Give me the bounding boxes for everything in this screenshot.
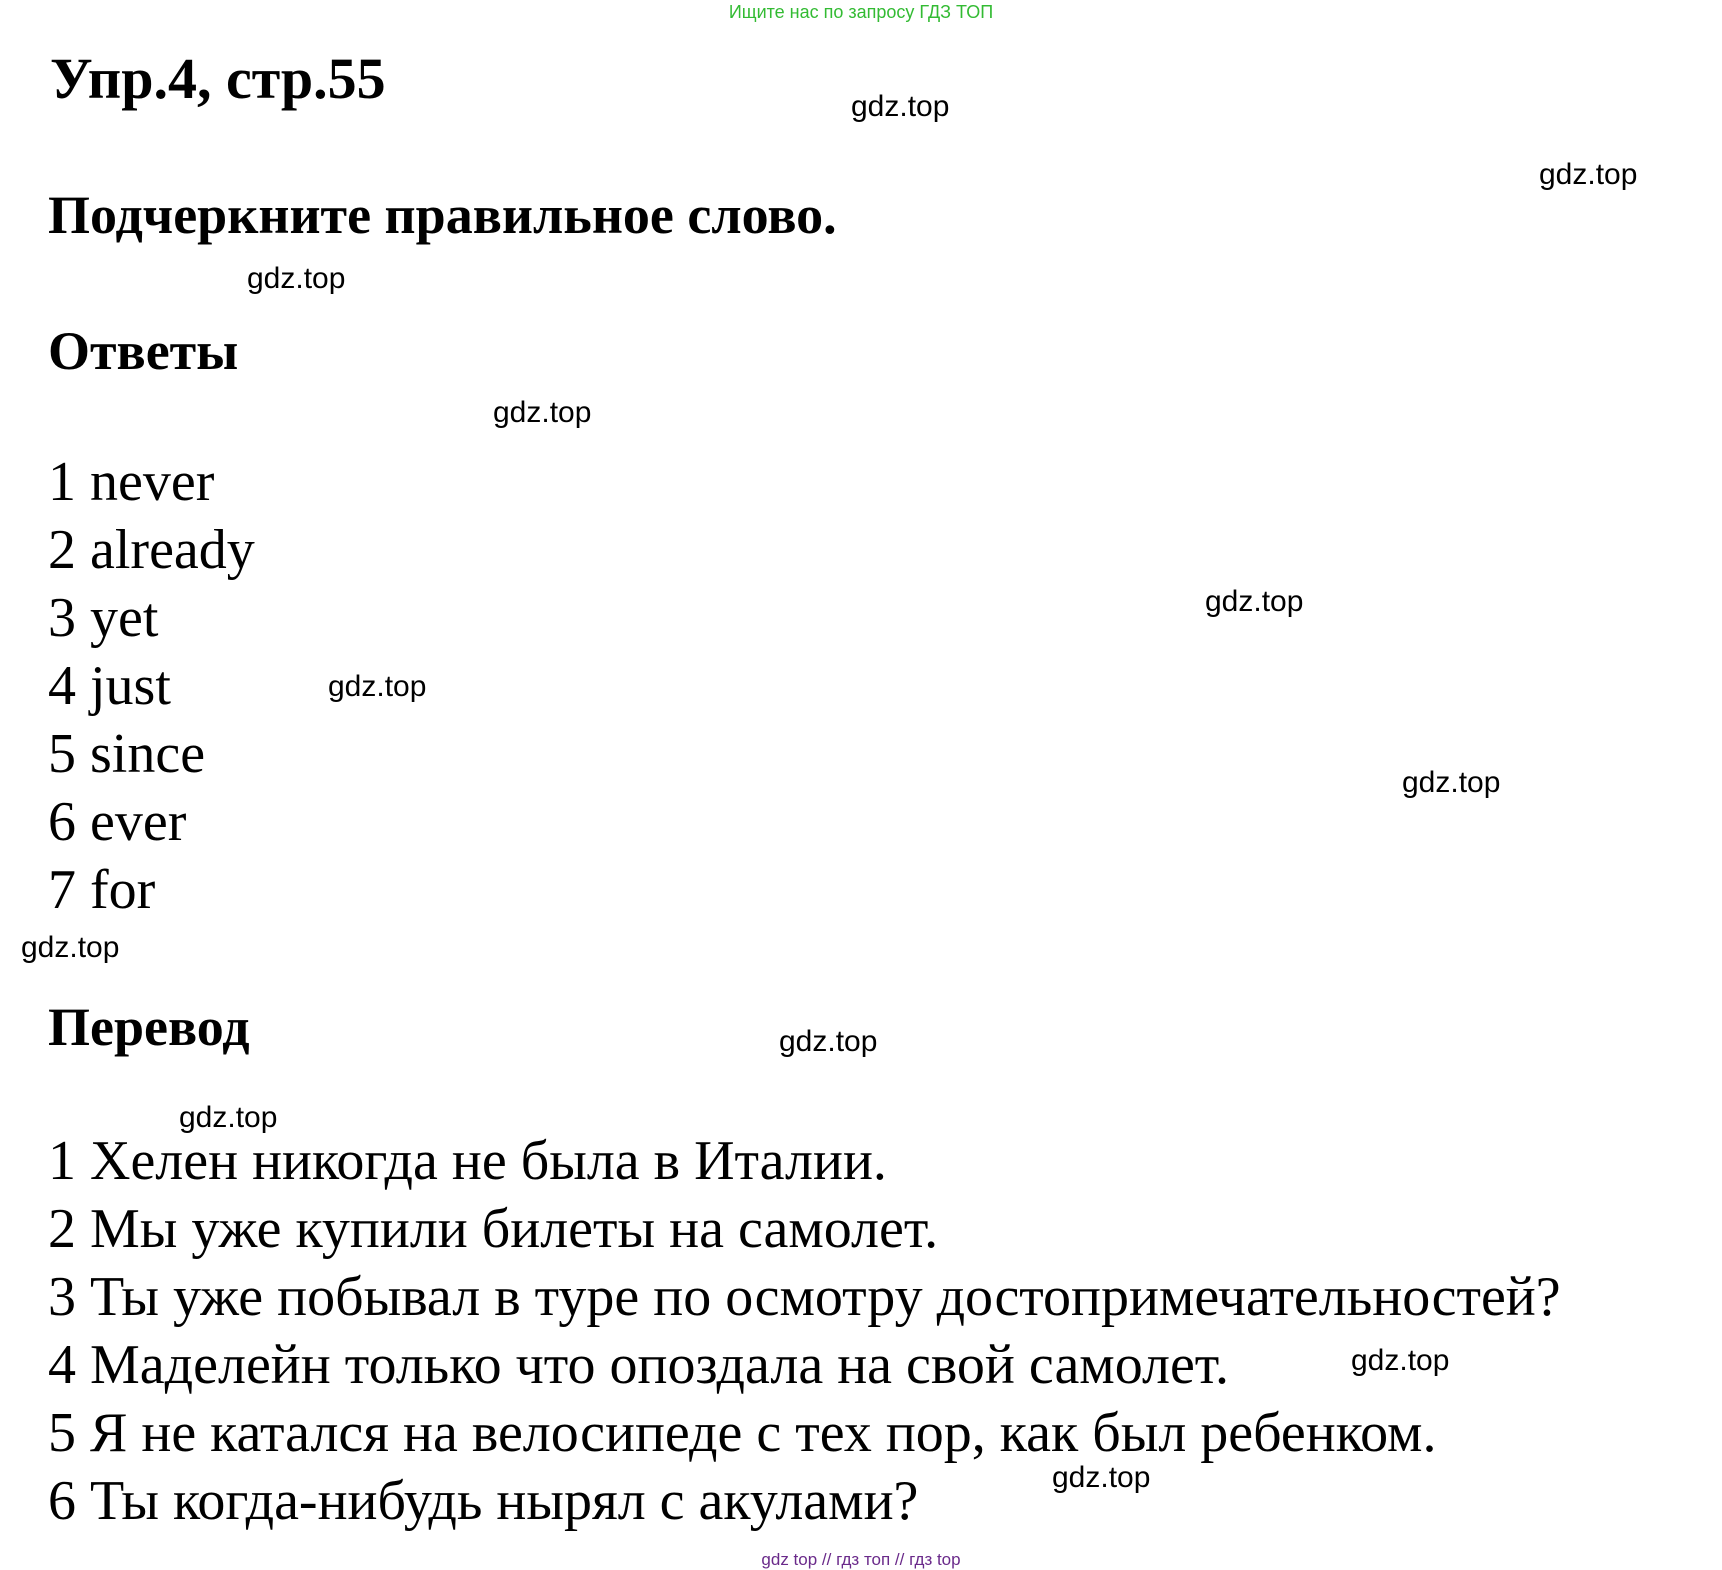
translation-text: Маделейн только что опоздала на свой самолет. — [90, 1334, 1230, 1396]
answer-text: yet — [90, 587, 159, 649]
translation-text: Хелен никогда не была в Италии. — [90, 1130, 887, 1192]
answer-item — [48, 448, 255, 516]
answer-text: already — [90, 519, 255, 581]
translation-item — [48, 1331, 1561, 1399]
watermark: gdz.top — [1205, 585, 1304, 618]
watermark: gdz.top — [21, 931, 120, 964]
answer-text: since — [90, 723, 206, 785]
watermark: gdz.top — [247, 262, 346, 295]
translation-list — [48, 1127, 1561, 1535]
answer-item — [48, 516, 255, 584]
answers-heading: Ответы — [48, 321, 239, 381]
answer-item — [48, 788, 255, 856]
watermark: gdz.top — [779, 1025, 878, 1058]
watermark: gdz.top — [1052, 1461, 1151, 1494]
watermark: gdz.top — [328, 670, 427, 703]
answer-text: never — [90, 451, 215, 513]
translation-number: 3 — [48, 1266, 76, 1328]
page-title: Упр.4, стр.55 — [50, 46, 386, 111]
answer-item — [48, 856, 255, 924]
answer-item — [48, 584, 255, 652]
answer-item — [48, 720, 255, 788]
translation-number: 2 — [48, 1198, 76, 1260]
answer-text: just — [90, 655, 171, 717]
translation-number: 4 — [48, 1334, 76, 1396]
translation-item — [48, 1195, 1561, 1263]
answer-number: 5 — [48, 723, 76, 785]
top-banner-link[interactable]: Ищите нас по запросу ГДЗ ТОП — [728, 2, 994, 22]
translation-number: 5 — [48, 1402, 76, 1464]
answer-item — [48, 652, 255, 720]
answer-number: 1 — [48, 451, 76, 513]
translation-text: Мы уже купили билеты на самолет. — [90, 1198, 939, 1260]
translation-heading: Перевод — [48, 997, 250, 1057]
translation-item — [48, 1127, 1561, 1195]
translation-text: Ты уже побывал в туре по осмотру достопримечательностей? — [90, 1266, 1561, 1328]
translation-number: 6 — [48, 1470, 76, 1532]
answer-number: 4 — [48, 655, 76, 717]
answer-number: 6 — [48, 791, 76, 853]
answer-list — [48, 448, 255, 924]
translation-item — [48, 1467, 1561, 1535]
translation-text: Я не катался на велосипеде с тех пор, как был ребенком. — [90, 1402, 1437, 1464]
answer-text: for — [90, 859, 156, 921]
answer-text: ever — [90, 791, 187, 853]
answer-number: 7 — [48, 859, 76, 921]
translation-item — [48, 1399, 1561, 1467]
answer-number: 3 — [48, 587, 76, 649]
translation-number: 1 — [48, 1130, 76, 1192]
watermark: gdz.top — [493, 396, 592, 429]
watermark: gdz.top — [1539, 158, 1638, 191]
watermark: gdz.top — [851, 90, 950, 123]
translation-text: Ты когда-нибудь нырял с акулами? — [90, 1470, 919, 1532]
watermark: gdz.top — [1351, 1344, 1450, 1377]
translation-item — [48, 1263, 1561, 1331]
watermark: gdz.top — [1402, 766, 1501, 799]
answer-number: 2 — [48, 519, 76, 581]
task-instruction: Подчеркните правильное слово. — [48, 185, 837, 245]
footer-links[interactable]: gdz top // гдз топ // гдз top — [761, 1550, 961, 1569]
watermark: gdz.top — [179, 1101, 278, 1134]
